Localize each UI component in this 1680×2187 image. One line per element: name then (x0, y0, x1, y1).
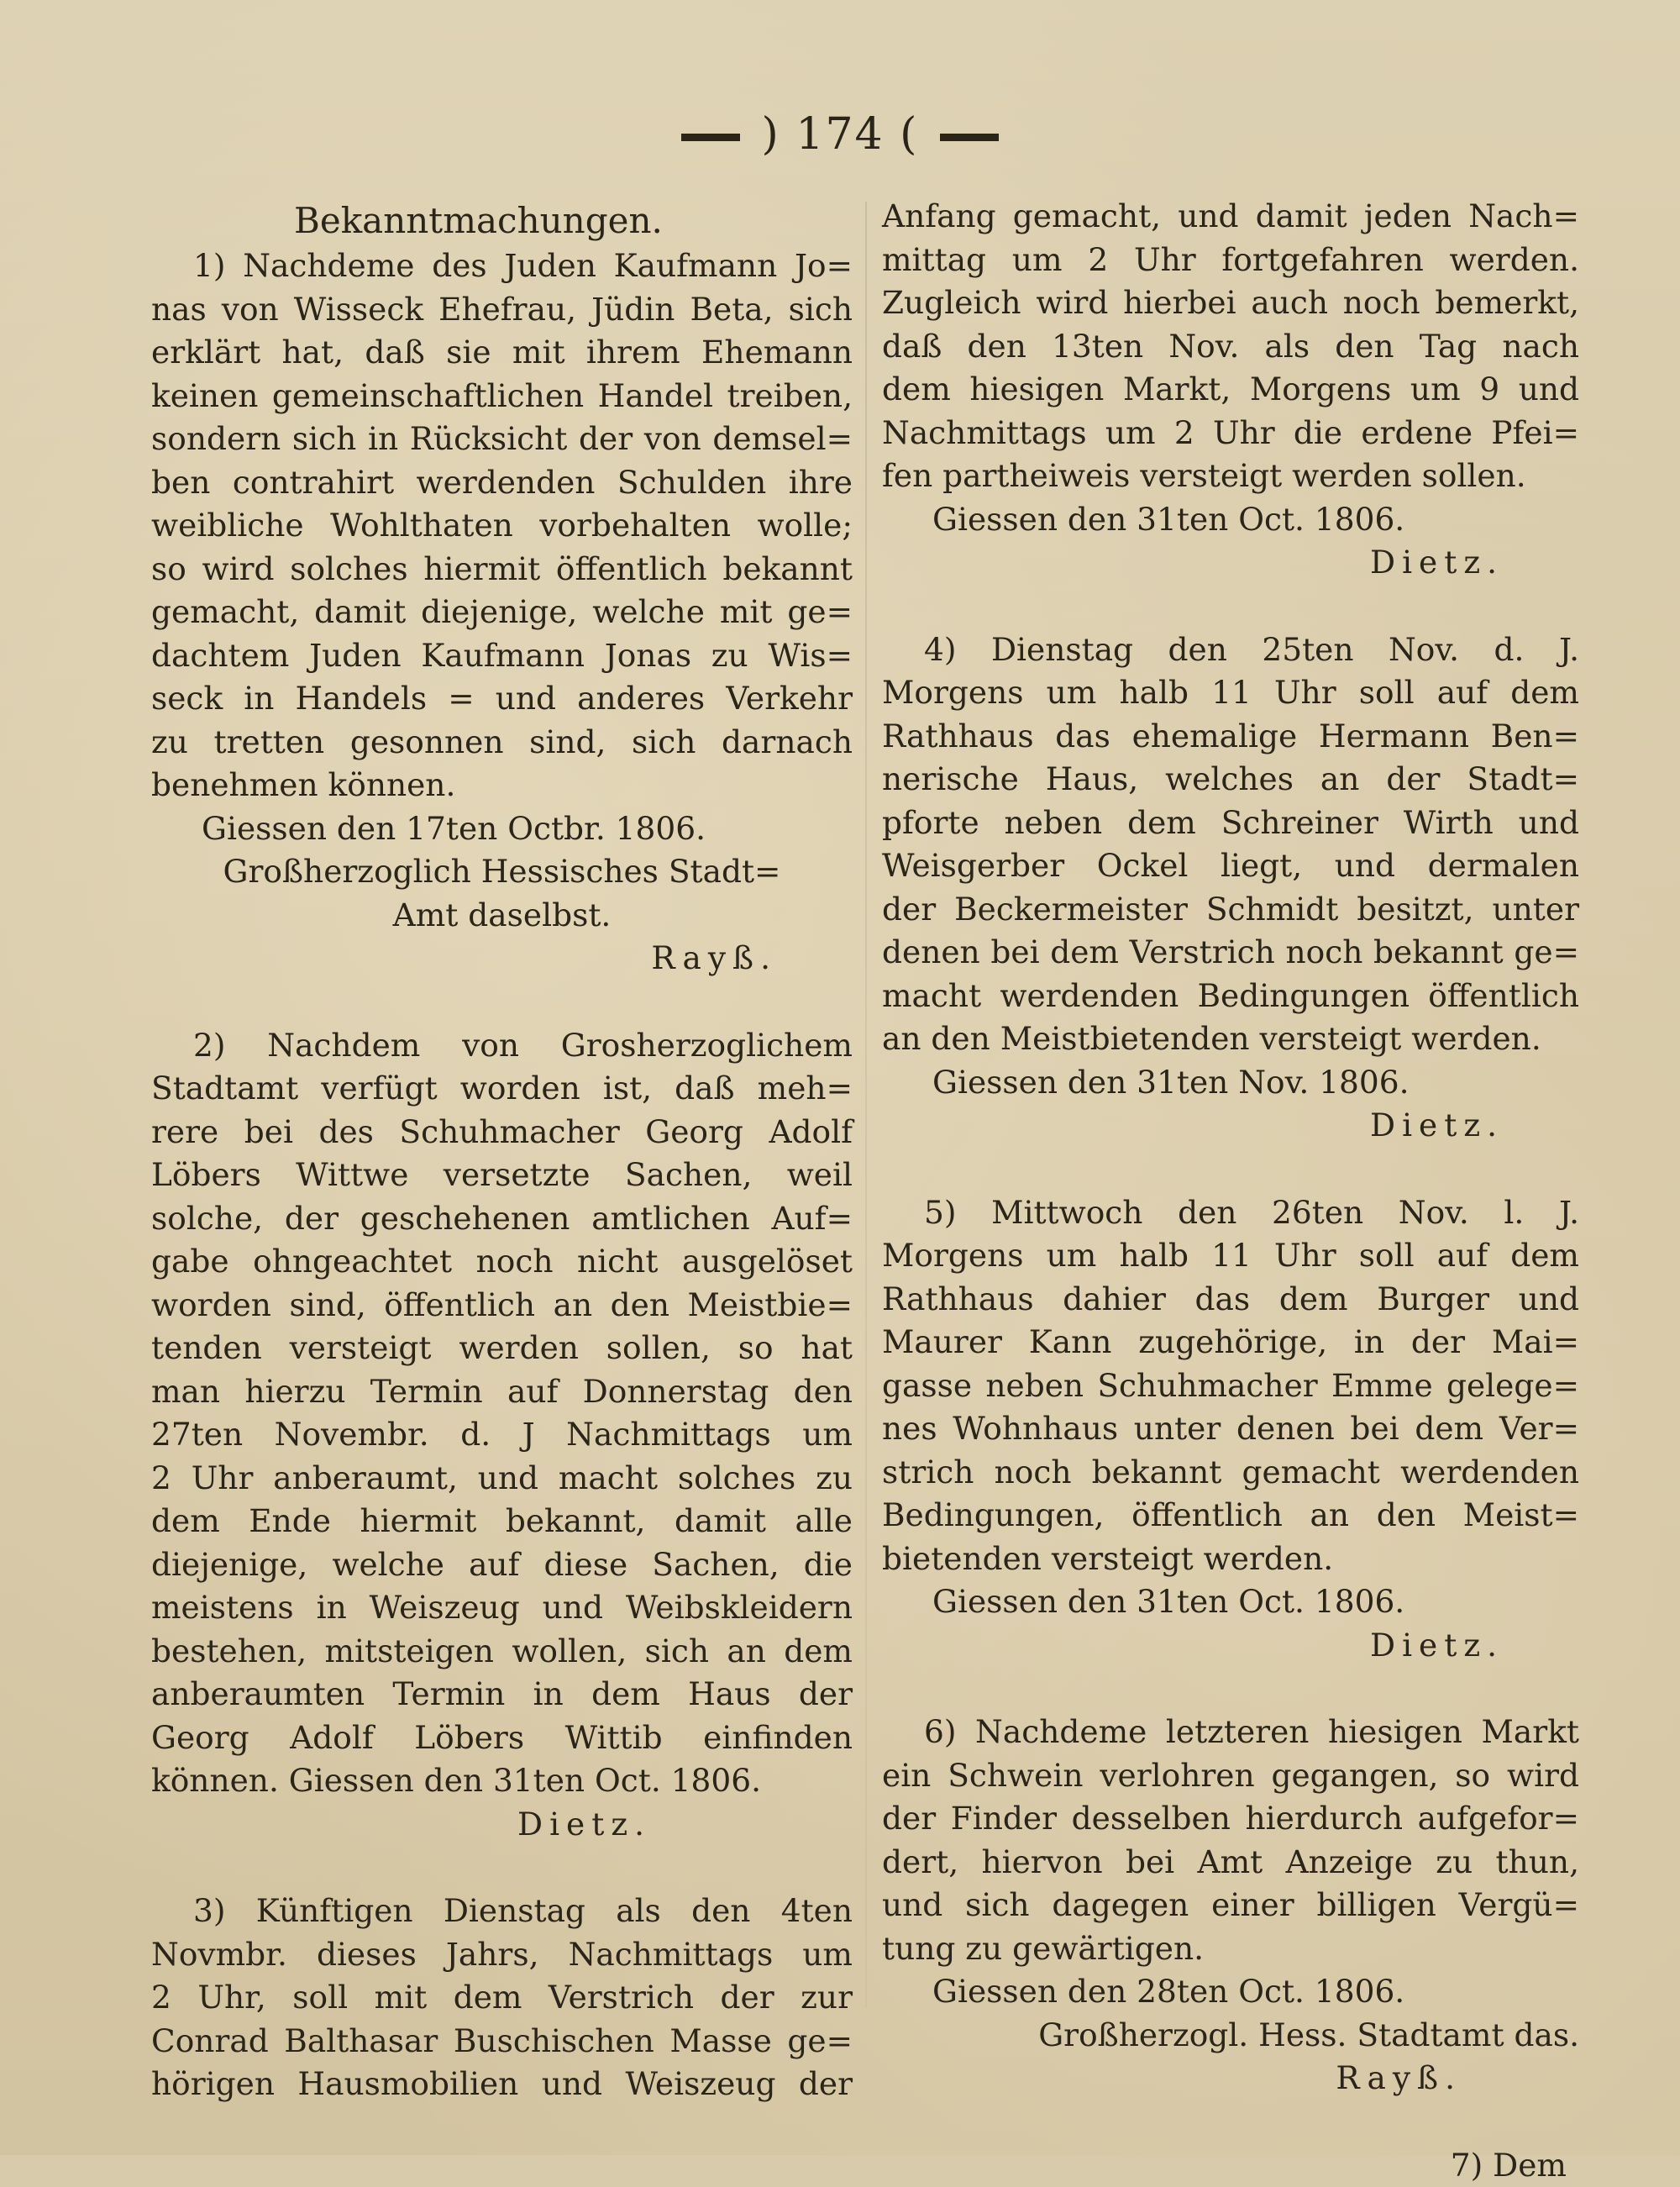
notice-line: nas von Wisseck Ehefrau, Jüdin Beta, sich (151, 288, 853, 332)
notice-line: strich noch bekannt gemacht werdenden (882, 1451, 1579, 1495)
notice-line: 2) Nachdem von Grosherzoglichem (151, 1024, 853, 1068)
notice-line: ein Schwein verlohren gegangen, so wird (882, 1754, 1579, 1798)
notice-line: anberaumten Termin in dem Haus der (151, 1673, 853, 1716)
notice-line: 6) Nachdeme letzteren hiesigen Markt (882, 1711, 1579, 1754)
notice-1 (151, 244, 853, 980)
notice-line: so wird solches hiermit öffentlich bekannt (151, 548, 853, 591)
notice-line: an den Meistbietenden versteigt werden. (882, 1017, 1579, 1061)
notice-line: Weisgerber Ockel liegt, und dermalen (882, 844, 1579, 888)
notice-line: nes Wohnhaus unter denen bei dem Ver= (882, 1407, 1579, 1451)
page-number: ) 174 ( (762, 109, 919, 160)
notice-line: dem hiesigen Markt, Morgens um 9 und (882, 368, 1579, 412)
notice-line: Maurer Kann zugehörige, in der Mai= (882, 1321, 1579, 1364)
notice-line: 2 Uhr, soll mit dem Verstrich der zur (151, 1976, 853, 2020)
notice-4 (882, 628, 1579, 1148)
notice-line: 27ten Novembr. d. J Nachmittags um (151, 1413, 853, 1457)
notice-line: können. Giessen den 31ten Oct. 1806. (151, 1759, 853, 1803)
notice-line: benehmen können. (151, 764, 853, 807)
notice-line: tenden versteigt werden sollen, so hat (151, 1327, 853, 1370)
notice-line: der Finder desselben hierdurch aufgefor= (882, 1797, 1579, 1841)
notice-line: Morgens um halb 11 Uhr soll auf dem (882, 1234, 1579, 1278)
notice-line: und sich dagegen einer billigen Vergü= (882, 1884, 1579, 1927)
notice-line: Georg Adolf Löbers Wittib einfinden (151, 1716, 853, 1760)
column-divider (865, 202, 867, 2008)
page-header (0, 109, 1680, 160)
spacer (882, 585, 1579, 628)
notice-line: Stadtamt verfügt worden ist, daß meh= (151, 1067, 853, 1111)
notice-line: worden sind, öffentlich an den Meistbie= (151, 1284, 853, 1327)
notice-signature: Rayß. (151, 937, 853, 980)
notice-line: meistens in Weiszeug und Weibskleidern (151, 1586, 853, 1630)
notice-3-continued (882, 195, 1579, 585)
notice-line: 4) Dienstag den 25ten Nov. d. J. (882, 628, 1579, 672)
notice-date: Giessen den 17ten Octbr. 1806. (202, 807, 853, 851)
notice-line: solche, der geschehenen amtlichen Auf= (151, 1197, 853, 1241)
notice-line: der Beckermeister Schmidt besitzt, unter (882, 888, 1579, 932)
notice-date: Giessen den 31ten Nov. 1806. (932, 1061, 1579, 1105)
header-rule-right (940, 134, 999, 141)
notice-authority: Großherzogl. Hess. Stadtamt das. (882, 2014, 1579, 2058)
notice-line: Novmbr. dieses Jahrs, Nachmittags um (151, 1933, 853, 1977)
notice-line: 5) Mittwoch den 26ten Nov. l. J. (882, 1191, 1579, 1235)
notice-line: erklärt hat, daß sie mit ihrem Ehemann (151, 331, 853, 375)
notice-signature: Rayß. (882, 2057, 1579, 2100)
notice-6 (882, 1711, 1579, 2100)
notice-authority: Amt daselbst. (151, 894, 853, 938)
notice-date: Giessen den 31ten Oct. 1806. (932, 1580, 1579, 1624)
notice-line: diejenige, welche auf diese Sachen, die (151, 1543, 853, 1587)
notice-line: ben contrahirt werdenden Schulden ihre (151, 461, 853, 505)
notice-line: 2 Uhr anberaumt, und macht solches zu (151, 1457, 853, 1501)
notice-line: mittag um 2 Uhr fortgefahren werden. (882, 239, 1579, 282)
notice-signature: Dietz. (882, 1104, 1579, 1148)
notice-line: pforte neben dem Schreiner Wirth und (882, 802, 1579, 845)
notice-line: rere bei des Schuhmacher Georg Adolf (151, 1111, 853, 1154)
notice-line: Rathhaus dahier das dem Burger und (882, 1278, 1579, 1322)
notice-line: Bedingungen, öffentlich an den Meist= (882, 1494, 1579, 1538)
header-rule-left (681, 134, 740, 141)
notice-line: dachtem Juden Kaufmann Jonas zu Wis= (151, 634, 853, 678)
notice-line: tung zu gewärtigen. (882, 1927, 1579, 1971)
notice-date: Giessen den 31ten Oct. 1806. (932, 498, 1579, 542)
notice-line: denen bei dem Verstrich noch bekannt ge= (882, 931, 1579, 975)
notice-line: macht werdenden Bedingungen öffentlich (882, 975, 1579, 1018)
notice-line: gemacht, damit diejenige, welche mit ge= (151, 591, 853, 634)
notice-date: Giessen den 28ten Oct. 1806. (932, 1970, 1579, 2014)
catchword: 7) Dem (882, 2144, 1579, 2187)
notice-line: sondern sich in Rücksicht der von demsel= (151, 418, 853, 461)
notice-line: dert, hiervon bei Amt Anzeige zu thun, (882, 1841, 1579, 1885)
notice-line: weibliche Wohlthaten vorbehalten wolle; (151, 504, 853, 548)
notice-3 (151, 1890, 853, 2106)
notice-line: nerische Haus, welches an der Stadt= (882, 758, 1579, 802)
notice-line: 1) Nachdeme des Juden Kaufmann Jo= (151, 244, 853, 288)
notice-line: man hierzu Termin auf Donnerstag den (151, 1370, 853, 1414)
spacer (882, 1667, 1579, 1711)
notice-signature: Dietz. (151, 1803, 853, 1847)
notice-line: seck in Handels = und anderes Verkehr (151, 677, 853, 721)
notice-line: Zugleich wird hierbei auch noch bemerkt, (882, 281, 1579, 325)
notice-line: gasse neben Schuhmacher Emme gelege= (882, 1364, 1579, 1408)
notice-line: Rathhaus das ehemalige Hermann Ben= (882, 715, 1579, 759)
notice-line: keinen gemeinschaftlichen Handel treiben, (151, 375, 853, 418)
notice-line: bestehen, mitsteigen wollen, sich an dem (151, 1630, 853, 1674)
notice-line: dem Ende hiermit bekannt, damit alle (151, 1500, 853, 1543)
notice-line: hörigen Hausmobilien und Weiszeug der (151, 2063, 853, 2106)
section-heading: Bekanntmachungen. (294, 197, 853, 244)
notice-line: fen partheiweis versteigt werden sollen. (882, 455, 1579, 498)
notice-line: zu tretten gesonnen sind, sich darnach (151, 721, 853, 765)
notice-line: 3) Künftigen Dienstag als den 4ten (151, 1890, 853, 1933)
spacer (151, 1846, 853, 1890)
notice-line: Nachmittags um 2 Uhr die erdene Pfei= (882, 412, 1579, 455)
notice-signature: Dietz. (882, 1624, 1579, 1668)
notice-line: daß den 13ten Nov. als den Tag nach (882, 325, 1579, 369)
notice-line: gabe ohngeachtet noch nicht ausgelöset (151, 1240, 853, 1284)
notice-signature: Dietz. (882, 541, 1579, 585)
right-column (882, 195, 1579, 2187)
notice-line: bietenden versteigt werden. (882, 1538, 1579, 1581)
spacer (151, 980, 853, 1024)
notice-2 (151, 1024, 853, 1847)
notice-line: Conrad Balthasar Buschischen Masse ge= (151, 2020, 853, 2063)
notice-5 (882, 1191, 1579, 1668)
notice-line: Löbers Wittwe versetzte Sachen, weil (151, 1154, 853, 1197)
spacer (882, 1148, 1579, 1191)
notice-line: Morgens um halb 11 Uhr soll auf dem (882, 671, 1579, 715)
notice-line: Anfang gemacht, und damit jeden Nach= (882, 195, 1579, 239)
notice-authority: Großherzoglich Hessisches Stadt= (151, 850, 853, 894)
left-column (151, 197, 853, 2106)
